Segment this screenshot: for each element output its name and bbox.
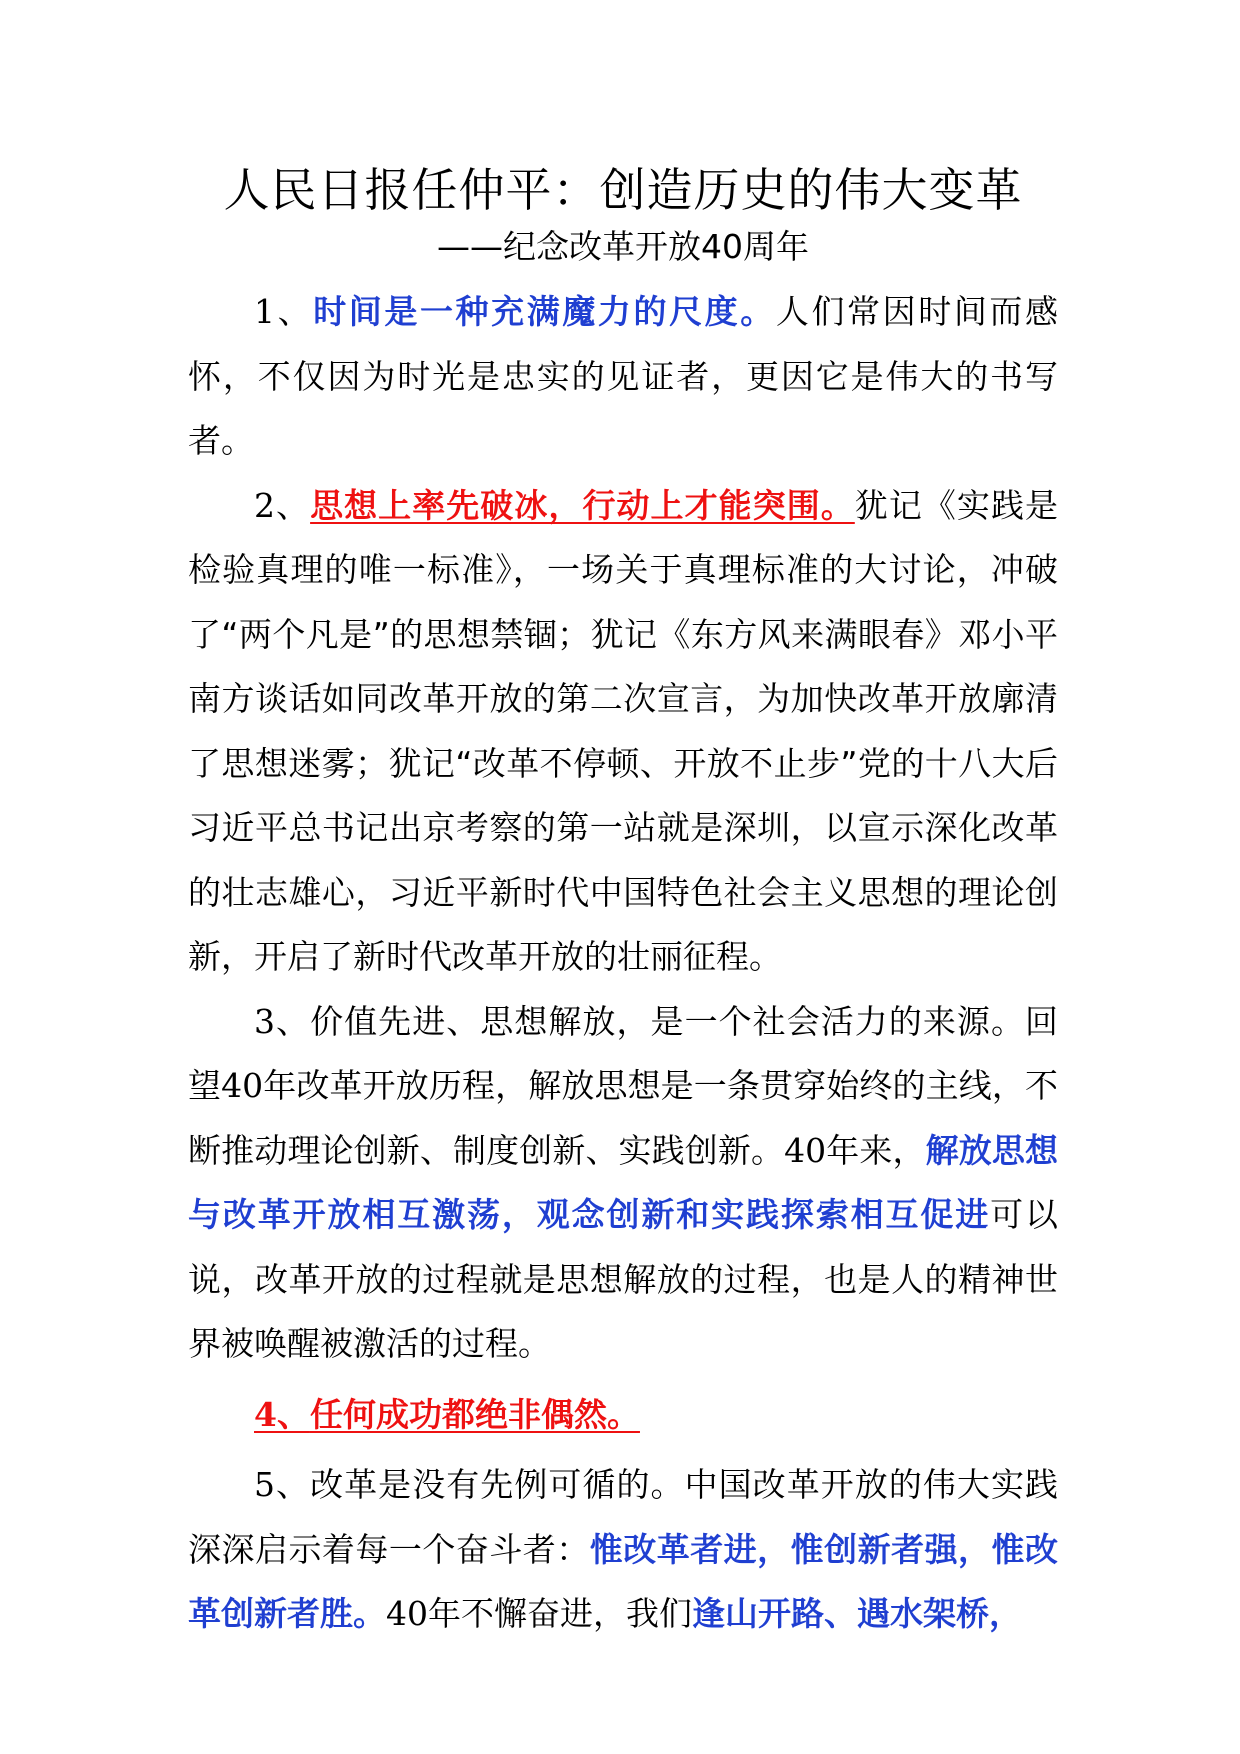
paragraph-emphasis: 任何成功都绝非偶然。 — [309, 1394, 640, 1434]
subtitle-text: ——纪念改革开放40周年 — [437, 227, 809, 266]
paragraph-emphasis: 时间是一种充满魔力的尺度。 — [313, 292, 776, 331]
paragraph-5 — [188, 1453, 1058, 1647]
paragraph-number: 3、 — [254, 1001, 311, 1041]
paragraph-emphasis: 解放思想与改革开放相互激荡，观念创新和实践探索相互促进 — [188, 1130, 1059, 1234]
paragraph-text: 可以说，改革开放的过程就是思想解放的过程，也是人的精神世界被唤醒被激活的过程。 — [188, 1195, 1058, 1363]
paragraph-emphasis: 惟改革者进，惟创新者强，惟改革创新者胜。 — [188, 1529, 1059, 1633]
paragraph-4 — [188, 1383, 1058, 1448]
paragraph-2 — [188, 474, 1058, 990]
paragraph-text: 价值先进、思想解放，是一个社会活力的来源。回望 — [188, 1001, 1059, 1105]
paragraph-text: 人们常因时间而感怀，不仅因为时光是忠实的见证者，更因它是伟大的书写者。 — [188, 292, 1059, 460]
document-page — [188, 160, 1058, 1647]
paragraph-number: 5、 — [254, 1465, 311, 1504]
paragraph-number: 4、 — [254, 1394, 310, 1434]
paragraph-number: 1、 — [254, 292, 314, 331]
paragraph-number: 2、 — [254, 485, 311, 525]
paragraph-text: 年不懈奋进，我们 — [428, 1594, 692, 1633]
paragraph-heading — [254, 1395, 640, 1434]
paragraph-emphasis: 逢山开路、遇水架桥， — [692, 1594, 1022, 1633]
paragraph-text: 年改革开放历程，解放思想是一条贯穿始终的主线，不断推动理论创新、制度创新、实践创新。 — [188, 1066, 1059, 1170]
year-number: 40 — [386, 1594, 428, 1633]
year-number: 40 — [784, 1130, 827, 1170]
paragraph-emphasis: 思想上率先破冰，行动上才能突围。 — [310, 485, 855, 525]
year-number: 40 — [221, 1066, 264, 1105]
paragraph-3 — [188, 990, 1058, 1377]
paragraph-1 — [188, 280, 1058, 474]
paragraph-text: 犹记《实践是检验真理的唯一标准》，一场关于真理标准的大讨论，冲破了“两个凡是”的思想禁锢；犹记《东方风来满眼春》邓小平南方谈话如同改革开放的第二次宣言，为加快改革开放廓清了思想迷雾；犹记“改革不停顿、开放不止步”党的十八大后习近平总书记出京考察的第一站就是深圳，以宣示深化改革的壮志雄心，习近平新时代中国特色社会主义思想的理论创新，开启了新时代改革开放的壮丽征程。 — [188, 485, 1059, 976]
paragraph-text: 改革是没有先例可循的。中国改革开放的伟大实践深深启示着每一个奋斗者： — [188, 1465, 1059, 1569]
document-subtitle — [188, 224, 1058, 270]
document-title: 人民日报任仲平：创造历史的伟大变革 — [223, 163, 1023, 217]
paragraph-text: 年来， — [826, 1130, 926, 1170]
